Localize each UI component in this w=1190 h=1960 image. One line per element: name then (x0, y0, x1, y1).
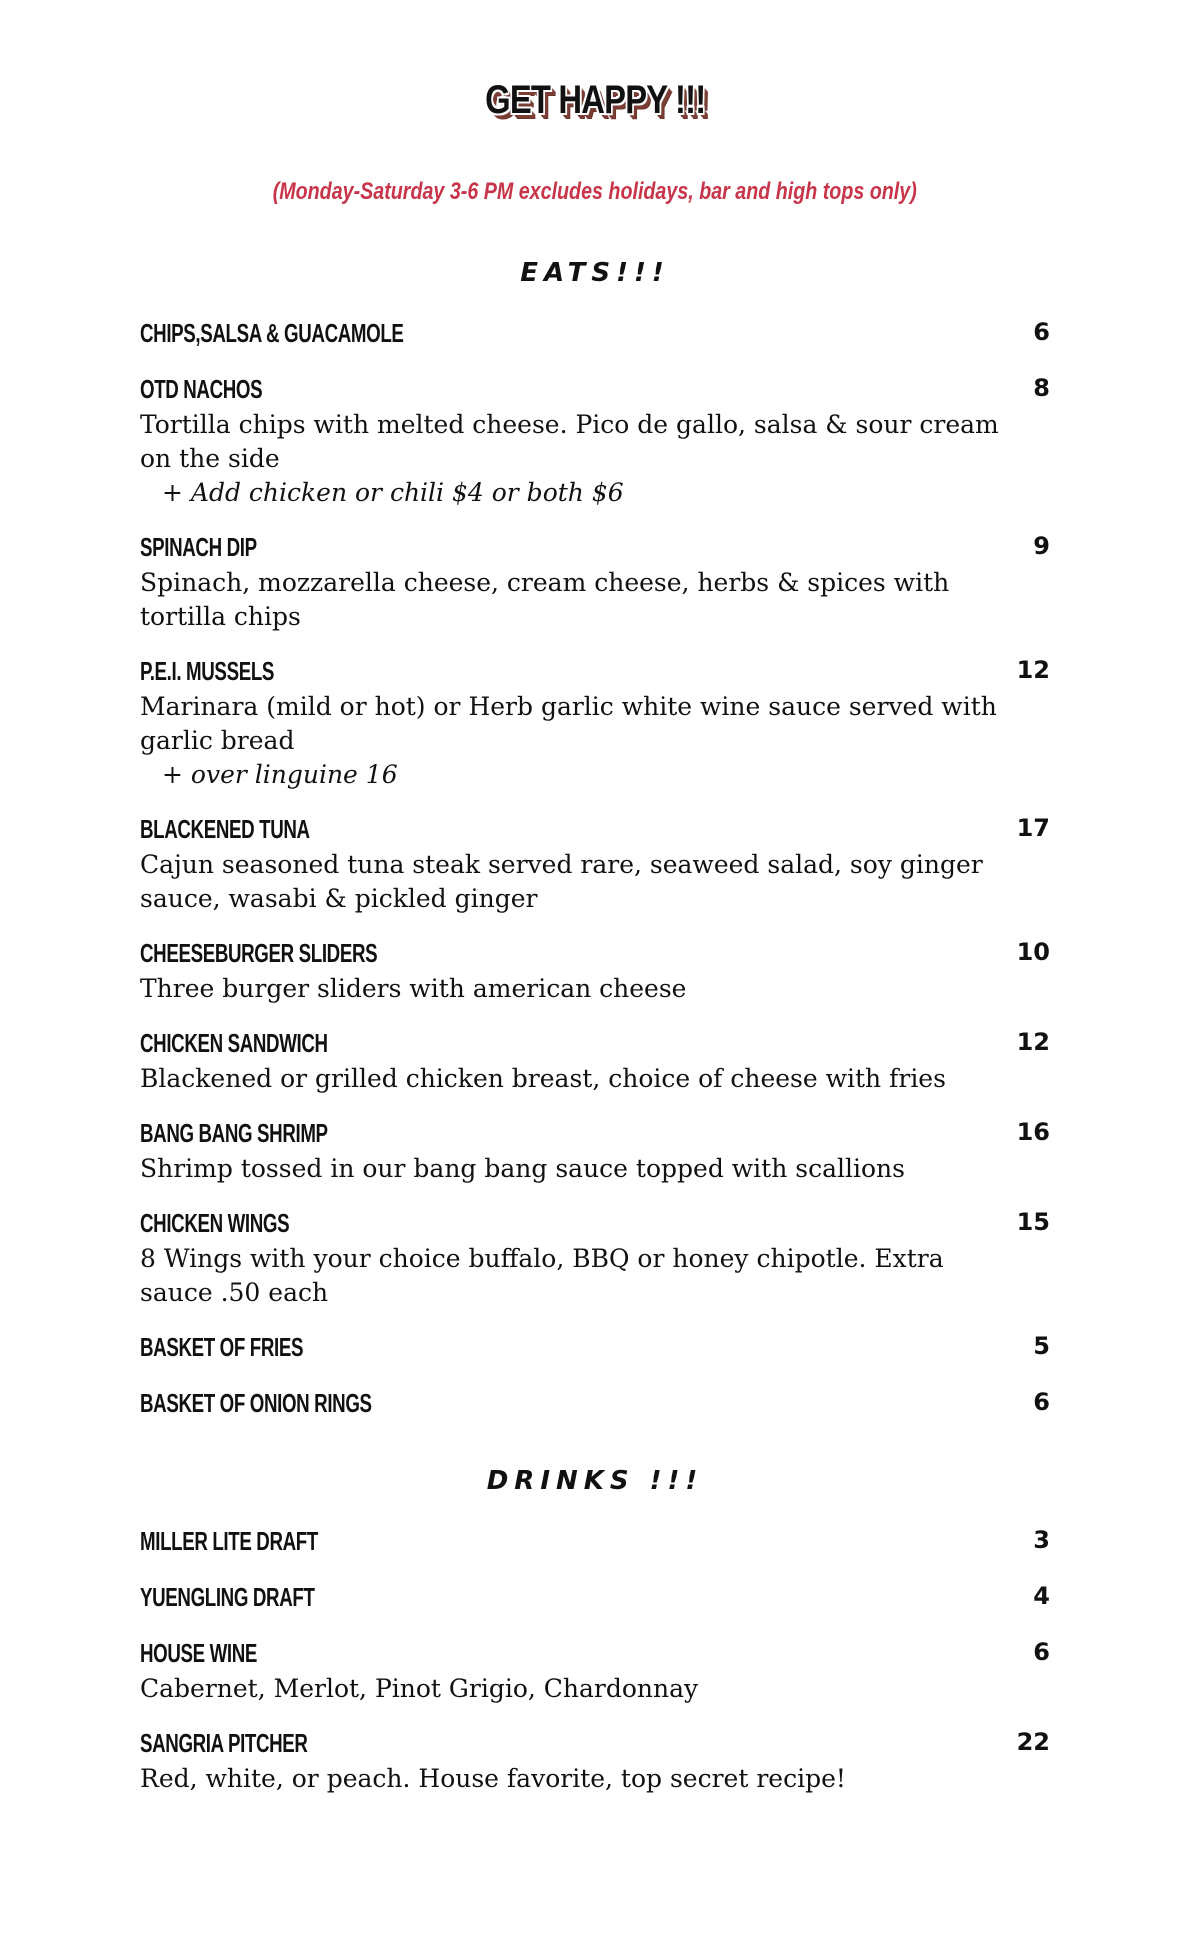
menu-item-name: SANGRIA PITCHER (140, 1728, 308, 1758)
menu-item (140, 1208, 1050, 1310)
menu-item-price: 12 (1016, 656, 1050, 684)
menu-item-description: Three burger sliders with american cheese (140, 974, 687, 1003)
menu-item-header (140, 1208, 1050, 1242)
menu-item-name: BASKET OF FRIES (140, 1332, 304, 1362)
menu-item-header (140, 1388, 1050, 1422)
menu-item-addon: + Add chicken or chili $4 or both $6 (162, 478, 624, 507)
menu-item-header (140, 1526, 1050, 1560)
menu-item-header (140, 532, 1050, 566)
menu-item-header (140, 1582, 1050, 1616)
happy-hour-subtitle (0, 178, 1190, 206)
menu-item-header (140, 814, 1050, 848)
menu-item (140, 1728, 1050, 1796)
menu-item-price: 10 (1016, 938, 1050, 966)
subtitle-text: (Monday-Saturday 3-6 PM excludes holidays, bar and high tops only) (272, 178, 918, 205)
drinks-list (140, 1526, 1050, 1818)
menu-item-price: 12 (1016, 1028, 1050, 1056)
page-title: GET HAPPY !!! (484, 78, 706, 122)
menu-item (140, 938, 1050, 1006)
menu-item-description: Marinara (mild or hot) or Herb garlic white wine sauce served with garlic bread (140, 692, 997, 755)
menu-item-header (140, 1028, 1050, 1062)
menu-item-description: Blackened or grilled chicken breast, choice of cheese with fries (140, 1064, 946, 1093)
menu-item-price: 4 (1033, 1582, 1050, 1610)
menu-item (140, 1638, 1050, 1706)
menu-item-name: BASKET OF ONION RINGS (140, 1388, 372, 1418)
menu-item-header (140, 374, 1050, 408)
menu-item-price: 6 (1033, 318, 1050, 346)
menu-item-name: CHICKEN WINGS (140, 1208, 290, 1238)
menu-item-description: Cajun seasoned tuna steak served rare, seaweed salad, soy ginger sauce, wasabi & pickled ginger (140, 850, 983, 913)
menu-item (140, 1332, 1050, 1366)
title-block (0, 78, 1190, 123)
eats-list (140, 318, 1050, 1444)
menu-item-header (140, 656, 1050, 690)
menu-item-price: 8 (1033, 374, 1050, 402)
menu-item (140, 374, 1050, 510)
drinks-heading: DRINKS !!! (486, 1466, 704, 1496)
menu-item-name: CHICKEN SANDWICH (140, 1028, 328, 1058)
menu-item-price: 16 (1016, 1118, 1050, 1146)
eats-heading: EATS!!! (520, 258, 670, 288)
menu-item-price: 6 (1033, 1388, 1050, 1416)
menu-item-name: OTD NACHOS (140, 374, 263, 404)
menu-item-header (140, 1728, 1050, 1762)
menu-item-header (140, 938, 1050, 972)
menu-item-header (140, 1332, 1050, 1366)
menu-item-name: MILLER LITE DRAFT (140, 1526, 318, 1556)
menu-item-description: Shrimp tossed in our bang bang sauce topped with scallions (140, 1154, 905, 1183)
menu-item (140, 1388, 1050, 1422)
menu-item-name: P.E.I. MUSSELS (140, 656, 275, 686)
menu-item-name: BANG BANG SHRIMP (140, 1118, 328, 1148)
menu-item-price: 9 (1033, 532, 1050, 560)
menu-item-price: 17 (1016, 814, 1050, 842)
menu-item-addon: + over linguine 16 (162, 760, 398, 789)
menu-item-name: CHEESEBURGER SLIDERS (140, 938, 378, 968)
menu-item-name: HOUSE WINE (140, 1638, 258, 1668)
menu-item-price: 3 (1033, 1526, 1050, 1554)
menu-item (140, 1118, 1050, 1186)
menu-item (140, 532, 1050, 634)
menu-item-name: BLACKENED TUNA (140, 814, 310, 844)
menu-item-price: 6 (1033, 1638, 1050, 1666)
menu-item-name: YUENGLING DRAFT (140, 1582, 315, 1612)
menu-item-price: 15 (1016, 1208, 1050, 1236)
menu-item-description: Cabernet, Merlot, Pinot Grigio, Chardonnay (140, 1674, 699, 1703)
menu-item-description: Spinach, mozzarella cheese, cream cheese, herbs & spices with tortilla chips (140, 568, 950, 631)
menu-item (140, 1526, 1050, 1560)
menu-item (140, 1582, 1050, 1616)
menu-item-description: Tortilla chips with melted cheese. Pico de gallo, salsa & sour cream on the side (140, 410, 999, 473)
menu-item-description: 8 Wings with your choice buffalo, BBQ or honey chipotle. Extra sauce .50 each (140, 1244, 944, 1307)
menu-item-header (140, 1118, 1050, 1152)
menu-item (140, 656, 1050, 792)
menu-item (140, 814, 1050, 916)
menu-item (140, 318, 1050, 352)
menu-item-header (140, 1638, 1050, 1672)
menu-item-name: SPINACH DIP (140, 532, 257, 562)
menu-item-name: CHIPS,SALSA & GUACAMOLE (140, 318, 404, 348)
menu-item-price: 5 (1033, 1332, 1050, 1360)
menu-item-description: Red, white, or peach. House favorite, top secret recipe! (140, 1764, 846, 1793)
menu-item-price: 22 (1016, 1728, 1050, 1756)
menu-item-header (140, 318, 1050, 352)
menu-item (140, 1028, 1050, 1096)
